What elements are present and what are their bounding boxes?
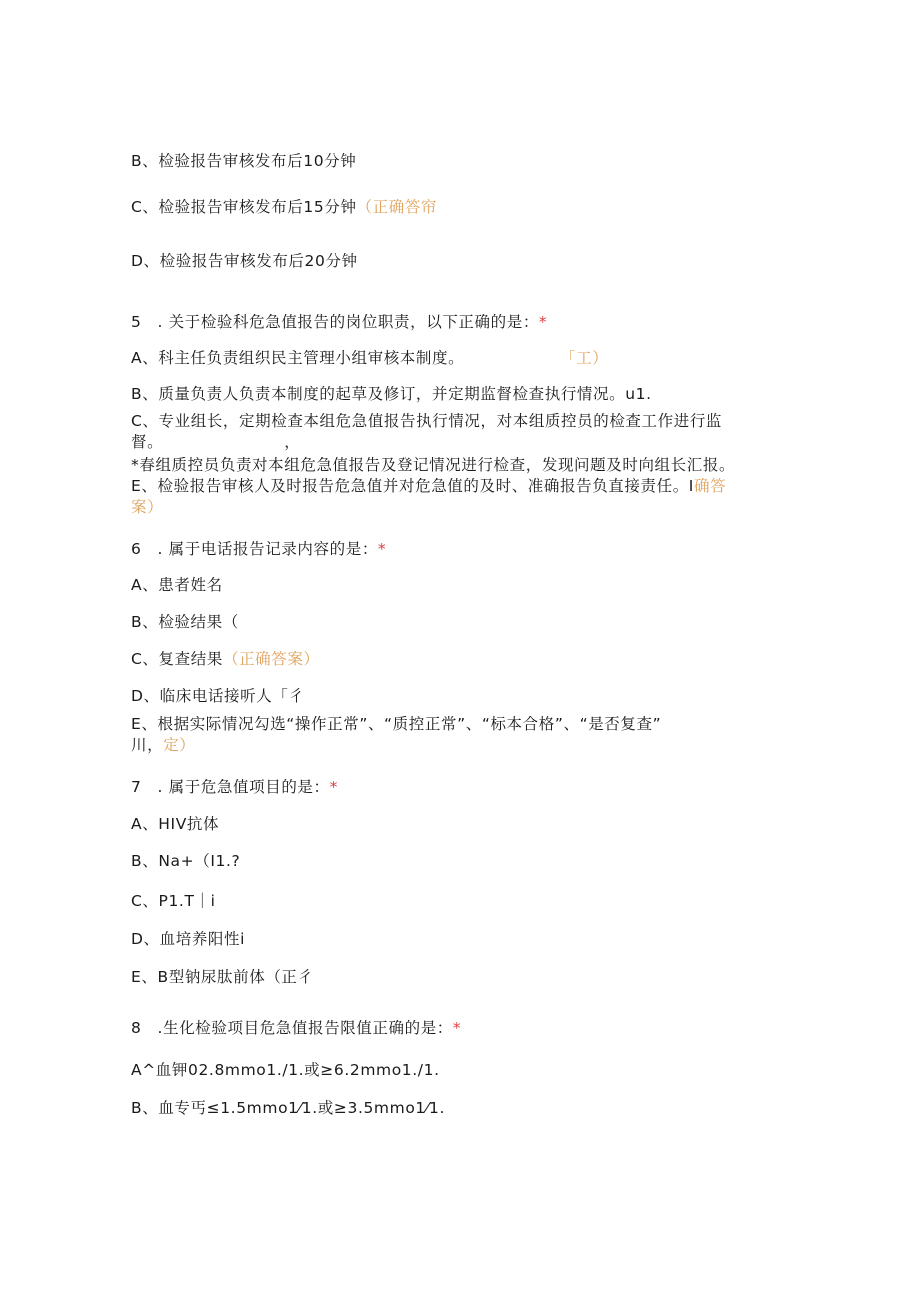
option-text: A、患者姓名 [131,576,223,594]
q6-option-d [131,686,305,706]
question-text: 5 . 关于检验科危急值报告的岗位职责，以下正确的是： [131,313,539,331]
option-text: B、检验报告审核发布后10分钟 [131,152,357,170]
required-star: * [329,778,338,796]
question-text: 6 . 属于电话报告记录内容的是： [131,540,378,558]
q5-option-c-line2 [131,432,300,452]
question-text: 7 . 属于危急值项目的是： [131,778,330,796]
option-text: E、B型钠尿肽前体（正彳 [131,968,314,986]
q5-option-e-line1 [131,476,726,496]
option-text: *春组质控员负责对本组危急值报告及登记情况进行检查，发现问题及时向组长汇报。 [131,456,736,474]
q6-option-e-line2 [131,735,195,755]
q4-option-d [131,251,358,271]
required-star: * [538,313,548,331]
option-text: A^血钾02.8mmo1./1.或≥6.2mmo1./1. [131,1061,440,1079]
option-text: 督。 ， [131,433,301,451]
required-star: * [377,540,387,558]
option-text: E、根据实际情况勾选“操作正常”、“质控正常”、“标本合格”、“是否复查” [131,715,662,733]
option-text: B、检验结果（ [131,613,239,631]
question-text: 8 .生化检验项目危急值报告限值正确的是： [131,1019,453,1037]
q4-option-b [131,151,356,171]
q7-option-c [131,891,216,911]
q7-title [131,777,338,797]
answer-mark: 定） [163,736,196,754]
q7-option-a [131,814,219,834]
q8-option-b [131,1098,445,1118]
q5-option-d [131,455,735,475]
required-star: * [452,1019,462,1037]
q6-title [131,539,386,559]
q8-title [131,1018,461,1038]
answer-mark: 案） [131,498,164,516]
q6-option-b [131,612,239,632]
q5-option-e-line2 [131,497,163,517]
q5-option-a [131,348,609,368]
q7-option-e [131,967,314,987]
answer-mark: （正确答帘 [356,198,438,216]
q5-title [131,312,547,332]
q5-option-b [131,384,652,404]
q6-option-a [131,575,223,595]
option-text: D、血培养阳性i [131,930,246,948]
option-text: C、P1.T｜i [131,892,216,910]
option-text: C、专业组长，定期检查本组危急值报告执行情况，对本组质控员的检查工作进行监 [131,412,723,430]
q5-option-c-line1 [131,411,722,431]
option-text: 川， [131,736,164,754]
q7-option-b [131,851,240,871]
q4-option-c [131,197,437,217]
q6-option-e-line1 [131,714,661,734]
option-text: A、HIV抗体 [131,815,220,833]
option-text: C、检验报告审核发布后15分钟 [131,198,357,216]
option-text: E、检验报告审核人及时报告危急值并对危急值的及时、准确报告负直接责任。I [131,477,694,495]
q8-option-a [131,1060,440,1080]
answer-mark: （正确答案） [222,650,320,668]
option-text: A、科主任负责组织民主管理小组审核本制度。 [131,349,465,367]
option-text: D、检验报告审核发布后20分钟 [131,252,358,270]
answer-mark: 确答 [693,477,727,495]
option-text: C、复查结果 [131,650,223,668]
option-text: B、Na+（I1.? [131,852,241,870]
option-text: D、临床电话接听人「彳 [131,687,305,705]
q7-option-d [131,929,245,949]
option-text: B、质量负责人负责本制度的起草及修订，并定期监督检查执行情况。u1. [131,385,652,403]
option-text: B、血专丐≤1.5mmo1⁄1.或≥3.5mmo1⁄1. [131,1099,446,1117]
q6-option-c [131,649,320,669]
answer-mark: 「工） [560,349,609,367]
